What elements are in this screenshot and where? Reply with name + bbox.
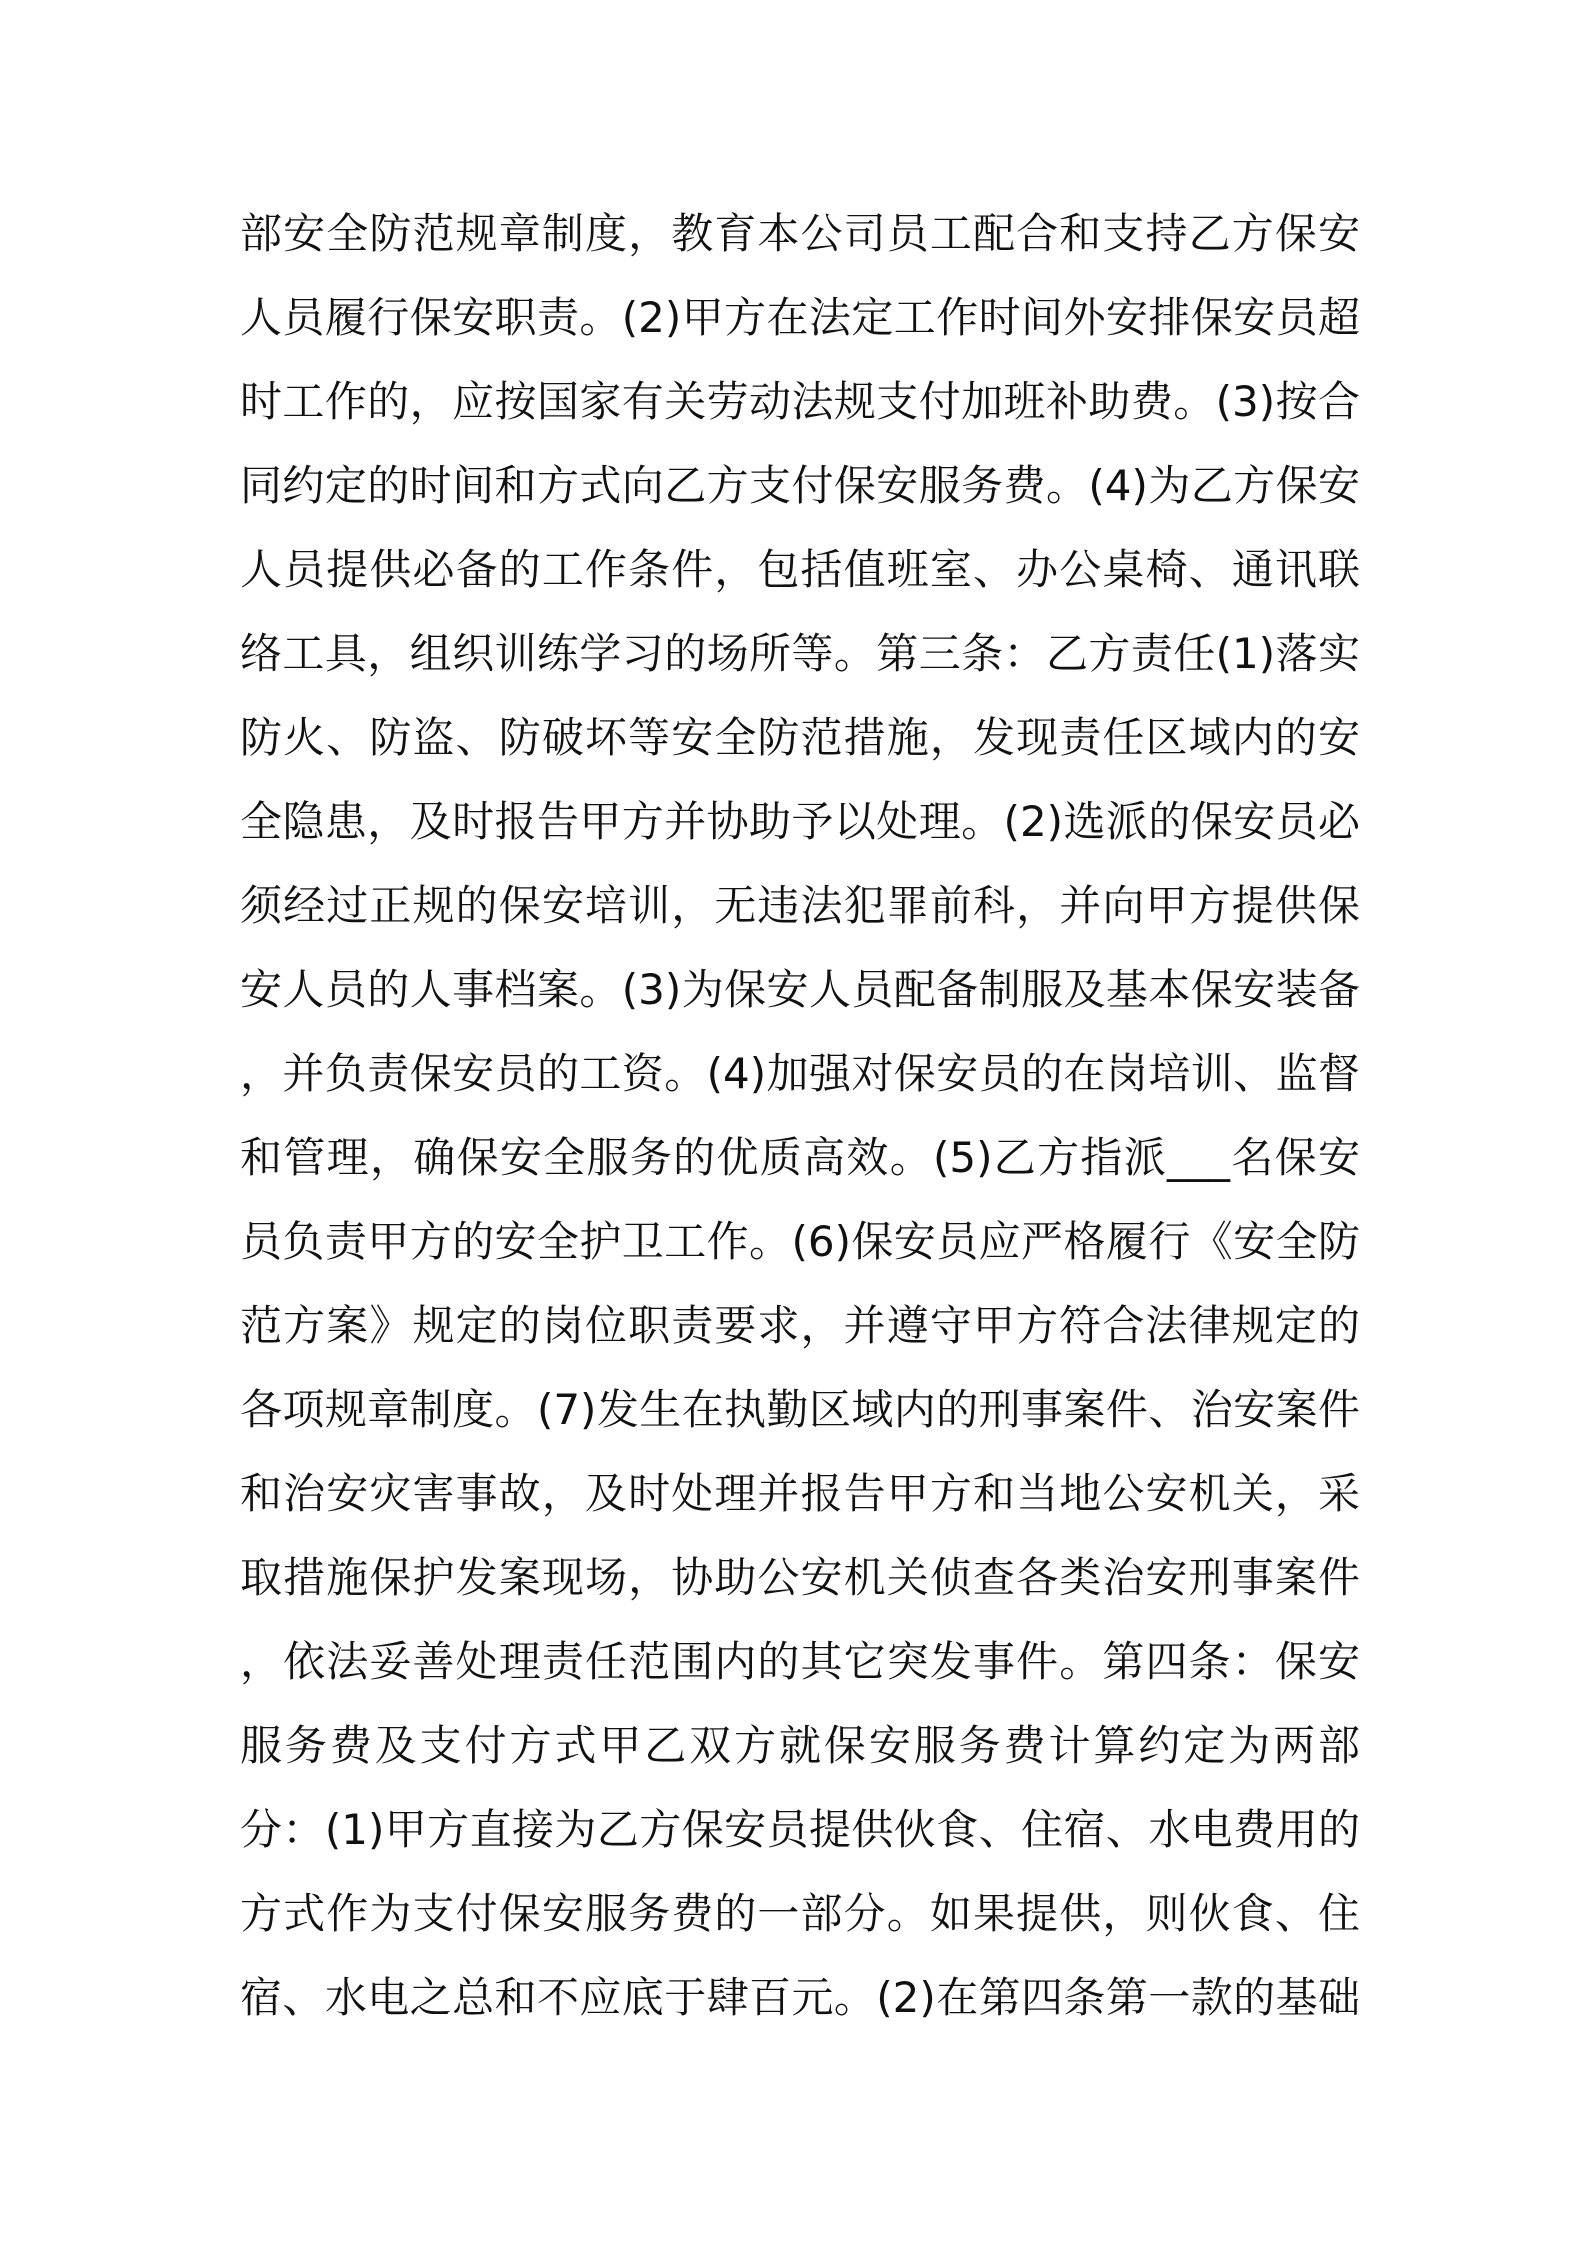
text-line: 范方案》规定的岗位职责要求，并遵守甲方符合法律规定的: [240, 1301, 1360, 1350]
text-line: 各项规章制度。(7)发生在执勤区域内的刑事案件、治安案件: [240, 1385, 1360, 1434]
text-line: ，依法妥善处理责任范围内的其它突发事件。第四条：保安: [240, 1637, 1360, 1686]
text-line: ，并负责保安员的工资。(4)加强对保安员的在岗培训、监督: [240, 1049, 1360, 1098]
text-line: 和管理，确保安全服务的优质高效。(5)乙方指派___名保安: [240, 1133, 1360, 1182]
text-line: 宿、水电之总和不应底于肆百元。(2)在第四条第一款的基础: [240, 1973, 1360, 2022]
text-line: 全隐患，及时报告甲方并协助予以处理。(2)选派的保安员必: [240, 797, 1360, 846]
text-line: 方式作为支付保安服务费的一部分。如果提供，则伙食、住: [240, 1889, 1360, 1938]
text-line: 分：(1)甲方直接为乙方保安员提供伙食、住宿、水电费用的: [240, 1805, 1360, 1854]
text-line: 服务费及支付方式甲乙双方就保安服务费计算约定为两部: [240, 1721, 1360, 1770]
text-line: 和治安灾害事故，及时处理并报告甲方和当地公安机关，采: [240, 1469, 1360, 1518]
text-line: 时工作的，应按国家有关劳动法规支付加班补助费。(3)按合: [240, 377, 1360, 426]
text-line: 员负责甲方的安全护卫工作。(6)保安员应严格履行《安全防: [240, 1217, 1360, 1266]
text-line: 防火、防盗、防破坏等安全防范措施，发现责任区域内的安: [240, 713, 1360, 762]
text-line: 取措施保护发案现场，协助公安机关侦查各类治安刑事案件: [240, 1553, 1360, 1602]
text-line: 安人员的人事档案。(3)为保安人员配备制服及基本保安装备: [240, 965, 1360, 1014]
text-line: 须经过正规的保安培训，无违法犯罪前科，并向甲方提供保: [240, 881, 1360, 930]
text-line: 部安全防范规章制度，教育本公司员工配合和支持乙方保安: [240, 209, 1360, 258]
text-line: 络工具，组织训练学习的场所等。第三条：乙方责任(1)落实: [240, 629, 1360, 678]
text-line: 人员履行保安职责。(2)甲方在法定工作时间外安排保安员超: [240, 293, 1360, 342]
text-line: 同约定的时间和方式向乙方支付保安服务费。(4)为乙方保安: [240, 461, 1360, 510]
contract-text-body: [240, 192, 1360, 2040]
text-line: 人员提供必备的工作条件，包括值班室、办公桌椅、通讯联: [240, 545, 1360, 594]
